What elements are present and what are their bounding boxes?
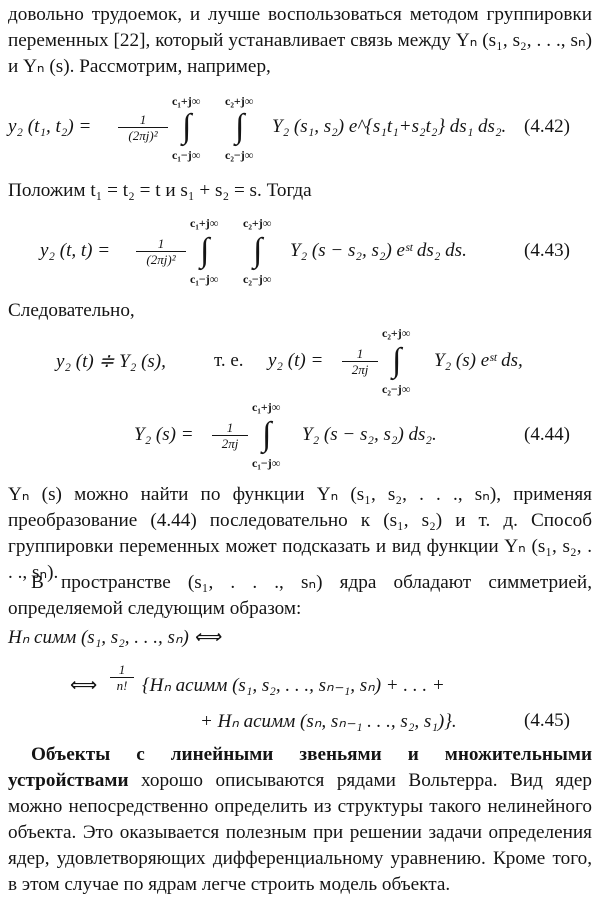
eq442-integral-1: ∫ [182, 108, 192, 145]
eq444-fraction [212, 420, 248, 452]
eq443-int1-upper: c₁+j∞ [190, 216, 219, 230]
eq443-fraction [136, 236, 186, 268]
eq443-integral-2: ∫ [253, 232, 263, 269]
paragraph-volterra-text: хорошо описываются рядами Вольтерра. Вид ядер можно непосредственно определить из структуры такого нелинейного объекта. Это оказывается полезным при решении задачи определения ядер, удовлетворяющих дифференциальному уравнению. Кроме того, в этом случае по ядрам легче строить модель объекта. [8, 770, 592, 895]
paragraph-substitution [8, 178, 592, 204]
eq442-lhs: y₂ (t₁, t₂) = [8, 116, 92, 137]
eq443-integrand: Y₂ (s − s₂, s₂) eˢᵗ ds₂ ds. [290, 240, 467, 261]
corr-frac-den: 2πj [351, 362, 369, 377]
corr-fraction [342, 346, 378, 378]
eq442-integrand: Y₂ (s₁, s₂) e^{s₁t₁+s₂t₂} ds₁ ds₂. [272, 116, 507, 137]
eq445-iff: ⟺ [70, 675, 98, 696]
eq445-frac-den: n! [116, 678, 128, 693]
corr-integral: ∫ [392, 342, 402, 379]
eq445-line3: + Hₙ асимм (sₙ, sₙ₋₁ . . ., s₂, s₁)}. [200, 711, 457, 732]
equation-correspondence [0, 322, 600, 404]
eq445-line1: Hₙ симм (s₁, s₂, . . ., sₙ) ⟺ [8, 627, 221, 648]
eq443-lhs: y₂ (t, t) = [40, 240, 111, 261]
eq445-number: (4.45) [524, 710, 570, 731]
eq445-line2: {Hₙ асимм (s₁, s₂, . . ., sₙ₋₁, sₙ) + . . . + [142, 675, 445, 696]
corr-int-upper: c₂+j∞ [382, 326, 411, 340]
eq442-frac-den: (2πj)² [128, 128, 158, 143]
eq444-number: (4.44) [524, 424, 570, 445]
eq444-integrand: Y₂ (s − s₂, s₂) ds₂. [302, 424, 437, 445]
eq442-int2-lower: c₂−j∞ [225, 148, 254, 162]
eq444-int-upper: c₁+j∞ [252, 400, 281, 414]
equation-4-45 [0, 622, 600, 740]
paragraph-symmetry [8, 570, 592, 622]
corr-int-lower: c₂−j∞ [382, 382, 411, 396]
corr-lhs: y₂ (t) ≑ Y₂ (s), [56, 351, 166, 372]
eq444-frac-num: 1 [212, 420, 248, 436]
eq444-lhs: Y₂ (s) = [134, 424, 194, 445]
eq442-integral-2: ∫ [235, 108, 245, 145]
eq442-fraction [118, 112, 168, 144]
eq442-int1-lower: c₁−j∞ [172, 148, 201, 162]
eq442-frac-num: 1 [118, 112, 168, 128]
eq442-int1-upper: c₁+j∞ [172, 94, 201, 108]
eq444-frac-den: 2πj [221, 436, 239, 451]
eq445-fraction [110, 662, 134, 694]
eq443-int2-lower: c₂−j∞ [243, 272, 272, 286]
corr-rhs: y₂ (t) = [268, 350, 324, 371]
eq443-int2-upper: c₂+j∞ [243, 216, 272, 230]
corr-frac-num: 1 [342, 346, 378, 362]
paragraph-substitution-text: Положим t₁ = t₂ = t и s₁ + s₂ = s. Тогда [8, 180, 312, 201]
paragraph-volterra [8, 742, 592, 898]
eq443-frac-den: (2πj)² [146, 252, 176, 267]
paragraph-grouping-text: Yₙ (s) можно найти по функции Yₙ (s₁, s₂, . . ., sₙ), применяя преобразование (4.44) последовательно к (s₁, s₂) и т. д. Способ группировки переменных может подсказать и вид функции Yₙ (s₁, s₂, . . ., sₙ). [8, 484, 592, 583]
equation-4-42 [0, 92, 600, 166]
eq444-int-lower: c₁−j∞ [252, 456, 281, 470]
paragraph-intro-text: довольно трудоемок, и лучше воспользоваться методом группировки переменных [22], который устанавливает связь между Yₙ (s₁, s₂, . . ., sₙ) и Yₙ (s). Рассмотрим, например, [8, 4, 592, 77]
eq443-frac-num: 1 [136, 236, 186, 252]
eq444-integral: ∫ [262, 416, 272, 453]
eq442-int2-upper: c₂+j∞ [225, 94, 254, 108]
eq443-int1-lower: c₁−j∞ [190, 272, 219, 286]
paragraph-symmetry-text: В пространстве (s₁, . . ., sₙ) ядра обладают симметрией, определяемой следующим образом: [8, 572, 592, 619]
paragraph-therefore [8, 298, 592, 324]
eq443-number: (4.43) [524, 240, 570, 261]
eq443-integral-1: ∫ [200, 232, 210, 269]
equation-4-43 [0, 212, 600, 290]
eq442-number: (4.42) [524, 116, 570, 137]
equation-4-44 [0, 396, 600, 476]
paragraph-volterra-heading: Объекты с линейными звеньями и множительными устройствами [8, 744, 592, 791]
paragraph-intro [8, 2, 592, 80]
eq445-frac-num: 1 [110, 662, 134, 678]
corr-integrand: Y₂ (s) eˢᵗ ds, [434, 350, 523, 371]
paragraph-therefore-text: Следовательно, [8, 300, 135, 321]
corr-mid-text: т. е. [214, 350, 244, 371]
